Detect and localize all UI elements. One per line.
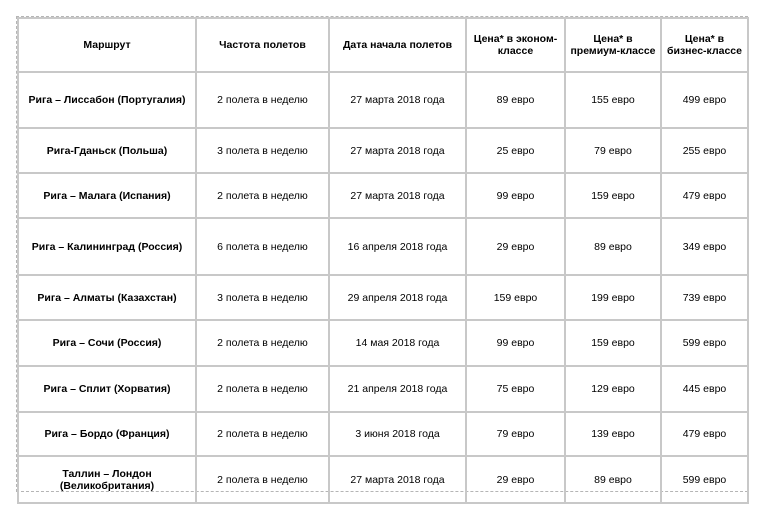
frequency-cell: 2 полета в неделю <box>196 456 329 503</box>
start-date-cell: 16 апреля 2018 года <box>329 218 466 275</box>
business-price-cell: 445 евро <box>661 366 748 412</box>
table-row <box>18 72 748 128</box>
table-row <box>18 412 748 456</box>
business-price-cell: 599 евро <box>661 456 748 503</box>
economy-price-cell: 159 евро <box>466 275 565 320</box>
table-row <box>18 128 748 173</box>
frequency-cell: 2 полета в неделю <box>196 72 329 128</box>
business-price-cell: 255 евро <box>661 128 748 173</box>
premium-price-cell: 139 евро <box>565 412 661 456</box>
premium-price-cell: 129 евро <box>565 366 661 412</box>
table-row <box>18 173 748 218</box>
premium-price-cell: 89 евро <box>565 218 661 275</box>
route-cell: Рига – Лиссабон (Португалия) <box>18 72 196 128</box>
route-cell: Рига – Сочи (Россия) <box>18 320 196 366</box>
header-start-date: Дата начала полетов <box>329 18 466 72</box>
frequency-cell: 6 полета в неделю <box>196 218 329 275</box>
business-price-cell: 349 евро <box>661 218 748 275</box>
route-cell: Рига-Гданьск (Польша) <box>18 128 196 173</box>
economy-price-cell: 25 евро <box>466 128 565 173</box>
header-business-price: Цена* в бизнес-классе <box>661 18 748 72</box>
frequency-cell: 2 полета в неделю <box>196 366 329 412</box>
start-date-cell: 21 апреля 2018 года <box>329 366 466 412</box>
economy-price-cell: 29 евро <box>466 456 565 503</box>
economy-price-cell: 99 евро <box>466 320 565 366</box>
header-route: Маршрут <box>18 18 196 72</box>
header-frequency: Частота полетов <box>196 18 329 72</box>
frequency-cell: 2 полета в неделю <box>196 412 329 456</box>
frequency-cell: 3 полета в неделю <box>196 275 329 320</box>
header-row <box>18 18 748 72</box>
start-date-cell: 29 апреля 2018 года <box>329 275 466 320</box>
table-row <box>18 456 748 503</box>
premium-price-cell: 199 евро <box>565 275 661 320</box>
route-cell: Рига – Сплит (Хорватия) <box>18 366 196 412</box>
economy-price-cell: 89 евро <box>466 72 565 128</box>
route-cell: Рига – Малага (Испания) <box>18 173 196 218</box>
header-premium-price: Цена* в премиум-классе <box>565 18 661 72</box>
route-cell: Рига – Алматы (Казахстан) <box>18 275 196 320</box>
premium-price-cell: 155 евро <box>565 72 661 128</box>
start-date-cell: 27 марта 2018 года <box>329 173 466 218</box>
business-price-cell: 499 евро <box>661 72 748 128</box>
frequency-cell: 2 полета в неделю <box>196 320 329 366</box>
start-date-cell: 27 марта 2018 года <box>329 72 466 128</box>
route-cell: Таллин – Лондон (Великобритания) <box>18 456 196 503</box>
economy-price-cell: 75 евро <box>466 366 565 412</box>
table-row <box>18 366 748 412</box>
table-row <box>18 320 748 366</box>
premium-price-cell: 89 евро <box>565 456 661 503</box>
route-cell: Рига – Калининград (Россия) <box>18 218 196 275</box>
premium-price-cell: 159 евро <box>565 320 661 366</box>
business-price-cell: 599 евро <box>661 320 748 366</box>
frequency-cell: 3 полета в неделю <box>196 128 329 173</box>
premium-price-cell: 159 евро <box>565 173 661 218</box>
route-cell: Рига – Бордо (Франция) <box>18 412 196 456</box>
economy-price-cell: 79 евро <box>466 412 565 456</box>
business-price-cell: 479 евро <box>661 173 748 218</box>
start-date-cell: 14 мая 2018 года <box>329 320 466 366</box>
flight-routes-table <box>17 17 749 504</box>
header-economy-price: Цена* в эконом-классе <box>466 18 565 72</box>
business-price-cell: 479 евро <box>661 412 748 456</box>
start-date-cell: 27 марта 2018 года <box>329 456 466 503</box>
economy-price-cell: 99 евро <box>466 173 565 218</box>
business-price-cell: 739 евро <box>661 275 748 320</box>
table-row <box>18 275 748 320</box>
economy-price-cell: 29 евро <box>466 218 565 275</box>
start-date-cell: 27 марта 2018 года <box>329 128 466 173</box>
start-date-cell: 3 июня 2018 года <box>329 412 466 456</box>
table-row <box>18 218 748 275</box>
frequency-cell: 2 полета в неделю <box>196 173 329 218</box>
premium-price-cell: 79 евро <box>565 128 661 173</box>
